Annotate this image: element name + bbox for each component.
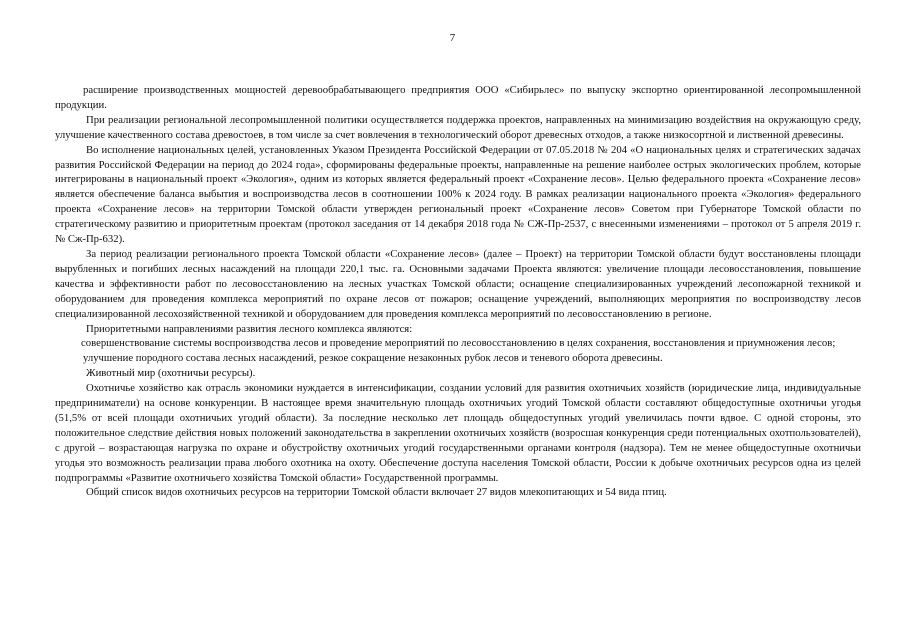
paragraph: При реализации региональной лесопромышленной политики осуществляется поддержка проектов, направленных на минимизацию воздействия на окружающую среду, улучшение качественного состава древостоев, в том числе за счет вовлечения в технологический оборот древесных отходов, а также низкосортной и лиственной древесины. [55, 113, 861, 141]
paragraph: Охотничье хозяйство как отрасль экономики нуждается в интенсификации, создании условий для развития охотничьих хозяйств (юридические лица, индивидуальные предприниматели) на основе конкуренции. В настоящее время значительную площадь охотничьих угодий Томской области составляют общедоступные охотничьи угодья (51,5% от всей площади охотничьих угодий области). За последние несколько лет площадь общедоступных угодий увеличилась почти вдвое. С одной стороны, это положительное следствие действия новых положений законодательства в закреплении охотничьих хозяйств (возросшая конкуренция среди потенциальных охотпользователей), с другой – возрастающая нагрузка по охране и обустройству охотничьих угодий государственными органами контроля (надзора). Тем не менее общедоступные охотничьи угодья это возможность реализации права любого охотника на охоту. Обеспечение доступа населения Томской области, России к добыче охотничьих ресурсов одна из целей подпрограммы «Развитие охотничьего хозяйства Томской области» Государственной программы. [55, 382, 861, 484]
paragraph: Приоритетными направлениями развития лесного комплекса являются: [86, 322, 413, 335]
paragraph: расширение производственных мощностей деревообрабатывающего предприятия ООО «Сибирьлес» по выпуску экспортно ориентированной лесопромышленной продукции. [55, 84, 861, 111]
document-body [55, 83, 861, 500]
page-number: 7 [449, 32, 456, 44]
paragraph: Во исполнение национальных целей, установленных Указом Президента Российской Федерации от 07.05.2018 № 204 «О национальных целях и стратегических задачах развития Российской Федерации на период до 2024 года», сформированы федеральные проекты, направленные на решение наиболее острых экологических проблем, которые интегрированы в национальный проект «Экология», одним из которых является федеральный проект «Сохранение лесов». Целью федерального проекта «Сохранение лесов» является обеспечение баланса выбытия и воспроизводства лесов в соотношении 100% к 2024 году. В рамках реализации национального проекта «Экология» федерального проекта «Сохранение лесов» на территории Томской области утвержден региональный проект «Сохранение лесов» Советом при Губернаторе Томской области по стратегическому развитию и приоритетным проектам (протокол заседания от 14 декабря 2018 года № СЖ-Пр-2537, с внесенными изменениями – протокол от 5 апреля 2019 г. № Сж-Пр-632). [55, 143, 861, 246]
paragraph: улучшение породного состава лесных насаждений, резкое сокращение незаконных рубок лесов и теневого оборота древесины. [83, 352, 663, 365]
paragraph: совершенствование системы воспроизводства лесов и проведение мероприятий по лесовосстановлению в целях сохранения, восстановления и приумножения лесов; [81, 337, 836, 350]
paragraph: За период реализации регионального проекта Томской области «Сохранение лесов» (далее – Проект) на территории Томской области будут восстановлены площади вырубленных и погибших лесных насаждений на площади 220,1 тыс. га. Основными задачами Проекта являются: увеличение площади лесовосстановления, повышение качества и эффективности работ по лесовосстановлению на лесных участках Томской области; оснащение специализированных учреждений лесопожарной техникой и оборудованием для проведения комплекса мероприятий по охране лесов от пожаров; оснащение учреждений, выполняющих мероприятия по воспроизводству лесов специализированной лесохозяйственной техникой и оборудованием для проведения комплекса мероприятий по лесовосстановлению в регионе. [55, 247, 861, 320]
paragraph: Общий список видов охотничьих ресурсов на территории Томской области включает 27 видов млекопитающих и 54 вида птиц. [86, 486, 667, 499]
paragraph: Животный мир (охотничьи ресурсы). [86, 367, 256, 380]
